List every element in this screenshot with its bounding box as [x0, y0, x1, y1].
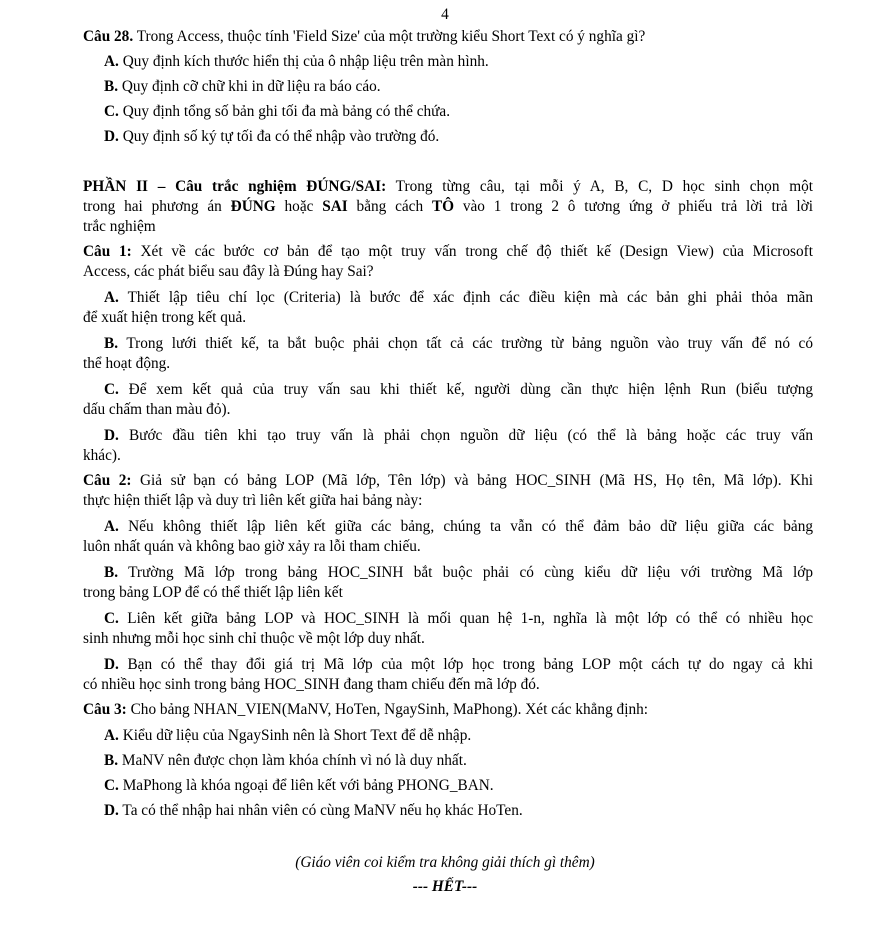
- question-text: Cho bảng NHAN_VIEN(MaNV, HoTen, NgaySinh, MaPhong). Xét các khẳng định:: [126, 701, 648, 718]
- option-key: D.: [104, 802, 119, 819]
- q1-statement-a: [83, 288, 813, 308]
- question-text: Trong Access, thuộc tính 'Field Size' của một trường kiểu Short Text có ý nghĩa gì?: [133, 28, 646, 45]
- question-1-line1: [83, 242, 813, 262]
- question-28: [83, 27, 645, 47]
- q3-statement-d: [104, 801, 523, 821]
- option-key: B.: [104, 78, 119, 95]
- option-text: Quy định số ký tự tối đa có thể nhập vào trường đó.: [118, 128, 440, 145]
- question-2-line1: [83, 471, 813, 491]
- footer-note: (Giáo viên coi kiểm tra không giải thích gì thêm): [295, 854, 595, 871]
- part2-instructions-line3: trắc nghiệm: [83, 218, 156, 235]
- q2-statement-d: [83, 655, 813, 675]
- part2-instructions-line1: [83, 177, 813, 197]
- q1-statement-a-cont: để xuất hiện trong kết quả.: [83, 309, 247, 326]
- option-key: D.: [104, 128, 119, 145]
- q3-statement-c: [104, 776, 494, 796]
- option-text: Quy định cỡ chữ khi in dữ liệu ra báo cáo.: [118, 78, 381, 95]
- page-number: 4: [441, 6, 449, 23]
- q2-statement-c: [83, 609, 813, 629]
- option-text: Trường Mã lớp trong bảng HOC_SINH bắt buộc phải có cùng kiểu dữ liệu với trường Mã lớp: [118, 564, 813, 581]
- q28-option-c: [104, 102, 450, 122]
- q1-statement-b: [83, 334, 813, 354]
- q1-statement-d: [83, 426, 813, 446]
- q28-option-b: [104, 77, 381, 97]
- option-key: B.: [104, 564, 119, 581]
- option-text: Nếu không thiết lập liên kết giữa các bảng, chúng ta vẫn có thể đảm bảo dữ liệu giữa các bảng: [118, 518, 813, 535]
- part2-text: vào 1 trong 2 ô tương ứng ở phiếu trả lời trả lời: [454, 198, 813, 215]
- part2-text: bằng cách: [347, 198, 432, 215]
- option-key: B.: [104, 335, 119, 352]
- question-label: Câu 1:: [83, 243, 132, 260]
- q28-option-a: [104, 52, 489, 72]
- option-key: A.: [104, 53, 119, 70]
- option-key: A.: [104, 289, 119, 306]
- option-text: Bước đầu tiên khi tạo truy vấn là phải chọn nguồn dữ liệu (có thể là bảng hoặc các truy vấn: [118, 427, 813, 444]
- part2-keyword-sai: SAI: [322, 198, 348, 215]
- part2-text: hoặc: [275, 198, 323, 215]
- option-text: Ta có thể nhập hai nhân viên có cùng MaNV nếu họ khác HoTen.: [118, 802, 523, 819]
- question-label: Câu 28.: [83, 28, 134, 45]
- q3-statement-a: [104, 726, 471, 746]
- part2-text: Trong từng câu, tại mỗi ý A, B, C, D học sinh chọn một: [386, 178, 813, 195]
- q1-statement-b-cont: thể hoạt động.: [83, 355, 171, 372]
- q1-statement-c: [83, 380, 813, 400]
- option-key: A.: [104, 518, 119, 535]
- option-text: Để xem kết quả của truy vấn sau khi thiết kế, người dùng cần thực hiện lệnh Run (biểu tượng: [118, 381, 813, 398]
- question-text: Giả sử bạn có bảng LOP (Mã lớp, Tên lớp) và bảng HOC_SINH (Mã HS, Họ tên, Mã lớp). Khi: [131, 472, 813, 489]
- option-key: D.: [104, 427, 119, 444]
- option-key: A.: [104, 727, 119, 744]
- q2-statement-d-cont: có nhiều học sinh trong bảng HOC_SINH đang tham chiếu đến mã lớp đó.: [83, 676, 540, 693]
- option-text: Thiết lập tiêu chí lọc (Criteria) là bước để xác định các điều kiện mà các bản ghi phải thỏa mãn: [118, 289, 813, 306]
- option-key: C.: [104, 103, 119, 120]
- option-key: C.: [104, 381, 119, 398]
- option-text: Liên kết giữa bảng LOP và HOC_SINH là mối quan hệ 1-n, nghĩa là một lớp có thể có nhiều học: [118, 610, 813, 627]
- q1-statement-d-cont: khác).: [83, 447, 121, 464]
- option-key: B.: [104, 752, 119, 769]
- q2-statement-b: [83, 563, 813, 583]
- q28-option-d: [104, 127, 439, 147]
- option-key: C.: [104, 777, 119, 794]
- option-text: Kiểu dữ liệu của NgaySinh nên là Short Text để dễ nhập.: [118, 727, 472, 744]
- option-text: Quy định kích thước hiển thị của ô nhập liệu trên màn hình.: [118, 53, 489, 70]
- question-2-line2: thực hiện thiết lập và duy trì liên kết giữa hai bảng này:: [83, 492, 423, 509]
- q1-statement-c-cont: dấu chấm than màu đỏ).: [83, 401, 231, 418]
- question-1-line2: Access, các phát biểu sau đây là Đúng hay Sai?: [83, 263, 374, 280]
- option-key: C.: [104, 610, 119, 627]
- part2-keyword-dung: ĐÚNG: [230, 198, 276, 215]
- q3-statement-b: [104, 751, 467, 771]
- q2-statement-a: [83, 517, 813, 537]
- option-text: Quy định tổng số bản ghi tối đa mà bảng có thể chứa.: [118, 103, 451, 120]
- part2-instructions-line2: [83, 197, 813, 217]
- q2-statement-c-cont: sinh nhưng mỗi học sinh chỉ thuộc về một lớp duy nhất.: [83, 630, 425, 647]
- question-label: Câu 2:: [83, 472, 132, 489]
- part2-keyword-to: TÔ: [431, 198, 455, 215]
- option-text: Bạn có thể thay đổi giá trị Mã lớp của một lớp học trong bảng LOP một cách tự do ngay cả khi: [118, 656, 813, 673]
- q2-statement-b-cont: trong bảng LOP để có thể thiết lập liên kết: [83, 584, 343, 601]
- question-text: Xét về các bước cơ bản để tạo một truy vấn trong chế độ thiết kế (Design View) của Microsoft: [131, 243, 813, 260]
- option-text: MaPhong là khóa ngoại để liên kết với bảng PHONG_BAN.: [118, 777, 494, 794]
- option-key: D.: [104, 656, 119, 673]
- option-text: MaNV nên được chọn làm khóa chính vì nó là duy nhất.: [118, 752, 467, 769]
- question-label: Câu 3:: [83, 701, 127, 718]
- part2-heading: PHẦN II – Câu trắc nghiệm ĐÚNG/SAI:: [83, 178, 387, 195]
- option-text: Trong lưới thiết kế, ta bắt buộc phải chọn tất cả các trường từ bảng nguồn vào truy vấn để nó có: [118, 335, 813, 352]
- q2-statement-a-cont: luôn nhất quán và không bao giờ xảy ra lỗi tham chiếu.: [83, 538, 421, 555]
- end-marker: --- HẾT---: [412, 878, 478, 895]
- question-3: [83, 700, 648, 720]
- part2-text: trong hai phương án: [83, 198, 231, 215]
